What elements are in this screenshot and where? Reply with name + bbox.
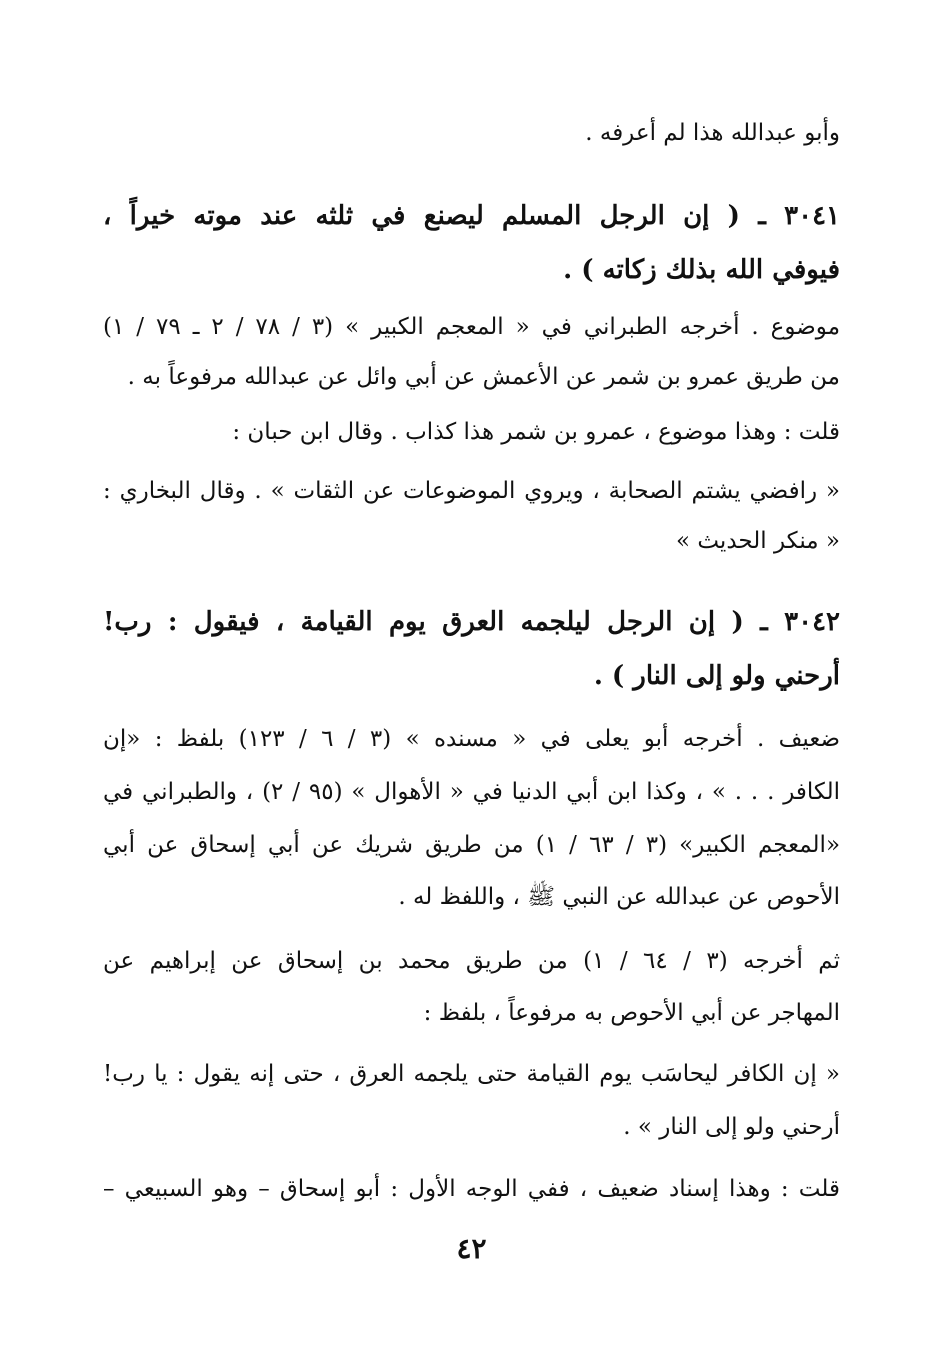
text-line: أرحني ولو إلى النار » .	[623, 1114, 840, 1140]
hadith-heading: أرحني ولو إلى النار ) .	[593, 661, 840, 691]
text-line: من طريق عمرو بن شمر عن الأعمش عن أبي وائل عن عبدالله مرفوعاً به .	[127, 364, 840, 390]
text-line: « رافضي يشتم الصحابة ، ويروي الموضوعات عن الثقات » . وقال البخاري :	[103, 478, 840, 504]
text-line: الكافر . . . » ، وكذا ابن أبي الدنيا في « الأهوال » (٩٥ / ٢) ، والطبراني في	[103, 779, 840, 805]
text-line: المهاجر عن أبي الأحوص به مرفوعاً ، بلفظ :	[423, 1000, 840, 1026]
text-line: قلت : وهذا موضوع ، عمرو بن شمر هذا كذاب . وقال ابن حبان :	[232, 419, 840, 445]
text-line: الأحوص عن عبدالله عن النبي ﷺ ، واللفظ له .	[398, 884, 840, 910]
text-line: « إن الكافر ليحاسَب يوم القيامة حتى يلجمه العرق ، حتى إنه يقول : يا رب!	[103, 1061, 840, 1087]
text-line: ضعيف . أخرجه أبو يعلى في « مسنده » (٣ / ٦ / ١٢٣) بلفظ : «إن	[103, 726, 840, 752]
hadith-heading: فيوفي الله بذلك زكاته ) .	[563, 255, 840, 285]
page-number: ٤٢	[456, 1232, 487, 1265]
hadith-heading: ٣٠٤١ ـ ( إن الرجل المسلم ليصنع في ثلثه عند موته خيراً ،	[103, 201, 840, 231]
text-line: وأبو عبدالله هذا لم أعرفه .	[585, 120, 840, 146]
text-line: موضوع . أخرجه الطبراني في « المعجم الكبير » (٣ / ٧٨ / ٢ ـ ٧٩ / ١)	[103, 314, 840, 340]
text-line: ثم أخرجه (٣ / ٦٤ / ١) من طريق محمد بن إسحاق عن إبراهيم عن	[103, 948, 840, 974]
hadith-heading: ٣٠٤٢ ـ ( إن الرجل ليلجمه العرق يوم القيامة ، فيقول : رب!	[103, 607, 840, 637]
text-line: قلت : وهذا إسناد ضعيف ، ففي الوجه الأول : أبو إسحاق – وهو السبيعي –	[103, 1176, 840, 1202]
text-line: «المعجم الكبير» (٣ / ٦٣ / ١) من طريق شريك عن أبي إسحاق عن أبي	[103, 832, 840, 858]
text-line: « منكر الحديث »	[675, 528, 840, 554]
